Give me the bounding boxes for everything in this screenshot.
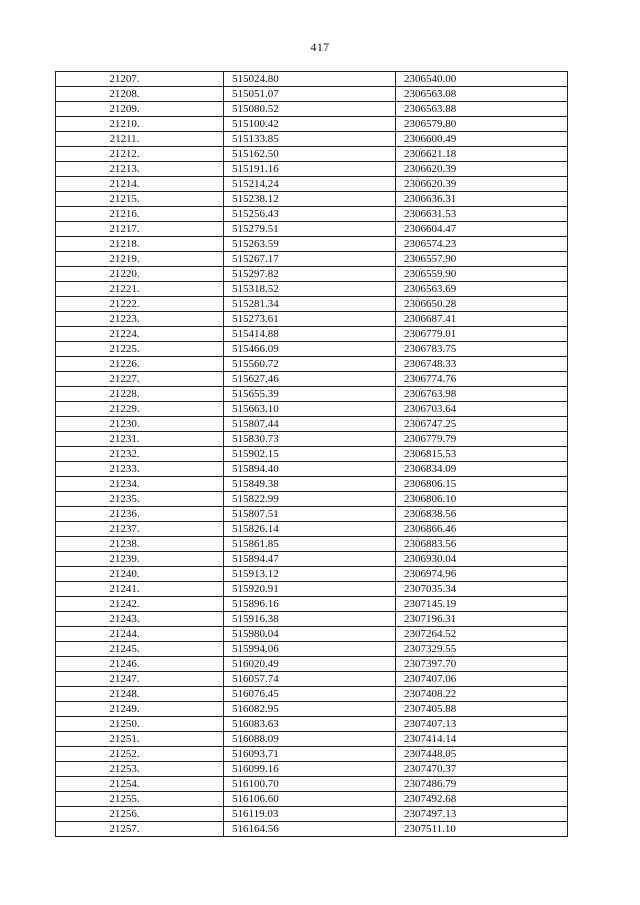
y-coordinate-cell: 2306815.53 <box>396 447 568 462</box>
point-number-cell: 21231. <box>56 432 224 447</box>
y-coordinate-cell: 2306703.64 <box>396 402 568 417</box>
point-number-cell: 21241. <box>56 582 224 597</box>
x-coordinate-cell: 515466.09 <box>224 342 396 357</box>
point-number-cell: 21251. <box>56 732 224 747</box>
x-coordinate-cell: 516119.03 <box>224 807 396 822</box>
x-coordinate-cell: 515807.51 <box>224 507 396 522</box>
point-number-cell: 21224. <box>56 327 224 342</box>
y-coordinate-cell: 2306834.09 <box>396 462 568 477</box>
y-coordinate-cell: 2306604.47 <box>396 222 568 237</box>
x-coordinate-cell: 515214.24 <box>224 177 396 192</box>
x-coordinate-cell: 515861.85 <box>224 537 396 552</box>
x-coordinate-cell: 515238.12 <box>224 192 396 207</box>
table-row <box>56 672 568 687</box>
x-coordinate-cell: 515162.50 <box>224 147 396 162</box>
table-row <box>56 162 568 177</box>
table-row <box>56 372 568 387</box>
x-coordinate-cell: 515994.06 <box>224 642 396 657</box>
coordinate-table-body <box>56 72 568 837</box>
x-coordinate-cell: 515263.59 <box>224 237 396 252</box>
x-coordinate-cell: 515256.43 <box>224 207 396 222</box>
x-coordinate-cell: 515894.47 <box>224 552 396 567</box>
point-number-cell: 21239. <box>56 552 224 567</box>
table-row <box>56 297 568 312</box>
table-row <box>56 117 568 132</box>
y-coordinate-cell: 2307407.06 <box>396 672 568 687</box>
x-coordinate-cell: 516020.49 <box>224 657 396 672</box>
x-coordinate-cell: 515318.52 <box>224 282 396 297</box>
point-number-cell: 21254. <box>56 777 224 792</box>
table-row <box>56 642 568 657</box>
point-number-cell: 21209. <box>56 102 224 117</box>
table-row <box>56 147 568 162</box>
y-coordinate-cell: 2306763.98 <box>396 387 568 402</box>
x-coordinate-cell: 515279.51 <box>224 222 396 237</box>
point-number-cell: 21214. <box>56 177 224 192</box>
point-number-cell: 21210. <box>56 117 224 132</box>
x-coordinate-cell: 515980.04 <box>224 627 396 642</box>
table-row <box>56 732 568 747</box>
point-number-cell: 21242. <box>56 597 224 612</box>
y-coordinate-cell: 2306574.23 <box>396 237 568 252</box>
point-number-cell: 21216. <box>56 207 224 222</box>
table-row <box>56 687 568 702</box>
point-number-cell: 21228. <box>56 387 224 402</box>
point-number-cell: 21218. <box>56 237 224 252</box>
point-number-cell: 21247. <box>56 672 224 687</box>
x-coordinate-cell: 515191.16 <box>224 162 396 177</box>
point-number-cell: 21257. <box>56 822 224 837</box>
y-coordinate-cell: 2307196.31 <box>396 612 568 627</box>
point-number-cell: 21246. <box>56 657 224 672</box>
y-coordinate-cell: 2306557.90 <box>396 252 568 267</box>
x-coordinate-cell: 515133.85 <box>224 132 396 147</box>
point-number-cell: 21240. <box>56 567 224 582</box>
table-row <box>56 177 568 192</box>
coordinate-table <box>55 71 568 837</box>
x-coordinate-cell: 515297.82 <box>224 267 396 282</box>
y-coordinate-cell: 2306883.56 <box>396 537 568 552</box>
table-row <box>56 417 568 432</box>
x-coordinate-cell: 515807.44 <box>224 417 396 432</box>
table-row <box>56 702 568 717</box>
y-coordinate-cell: 2307407.13 <box>396 717 568 732</box>
x-coordinate-cell: 515913.12 <box>224 567 396 582</box>
y-coordinate-cell: 2307397.70 <box>396 657 568 672</box>
y-coordinate-cell: 2306559.90 <box>396 267 568 282</box>
point-number-cell: 21211. <box>56 132 224 147</box>
point-number-cell: 21234. <box>56 477 224 492</box>
x-coordinate-cell: 515414.88 <box>224 327 396 342</box>
y-coordinate-cell: 2306930.04 <box>396 552 568 567</box>
table-row <box>56 537 568 552</box>
x-coordinate-cell: 516164.56 <box>224 822 396 837</box>
table-row <box>56 462 568 477</box>
x-coordinate-cell: 515663.10 <box>224 402 396 417</box>
point-number-cell: 21235. <box>56 492 224 507</box>
page-number: 417 <box>310 40 330 54</box>
x-coordinate-cell: 515822.99 <box>224 492 396 507</box>
x-coordinate-cell: 516100.70 <box>224 777 396 792</box>
y-coordinate-cell: 2307414.14 <box>396 732 568 747</box>
table-row <box>56 357 568 372</box>
point-number-cell: 21223. <box>56 312 224 327</box>
x-coordinate-cell: 515560.72 <box>224 357 396 372</box>
table-row <box>56 597 568 612</box>
point-number-cell: 21225. <box>56 342 224 357</box>
table-row <box>56 762 568 777</box>
table-row <box>56 492 568 507</box>
point-number-cell: 21219. <box>56 252 224 267</box>
y-coordinate-cell: 2306974.96 <box>396 567 568 582</box>
point-number-cell: 21217. <box>56 222 224 237</box>
x-coordinate-cell: 515896.16 <box>224 597 396 612</box>
table-row <box>56 582 568 597</box>
x-coordinate-cell: 516076.45 <box>224 687 396 702</box>
table-row <box>56 717 568 732</box>
y-coordinate-cell: 2307408.22 <box>396 687 568 702</box>
table-row <box>56 552 568 567</box>
point-number-cell: 21222. <box>56 297 224 312</box>
point-number-cell: 21230. <box>56 417 224 432</box>
point-number-cell: 21248. <box>56 687 224 702</box>
table-row <box>56 777 568 792</box>
y-coordinate-cell: 2306620.39 <box>396 162 568 177</box>
y-coordinate-cell: 2306579.80 <box>396 117 568 132</box>
point-number-cell: 21227. <box>56 372 224 387</box>
x-coordinate-cell: 515916.38 <box>224 612 396 627</box>
point-number-cell: 21232. <box>56 447 224 462</box>
x-coordinate-cell: 515902.15 <box>224 447 396 462</box>
y-coordinate-cell: 2307264.52 <box>396 627 568 642</box>
table-row <box>56 432 568 447</box>
table-row <box>56 207 568 222</box>
y-coordinate-cell: 2306621.18 <box>396 147 568 162</box>
x-coordinate-cell: 515627.46 <box>224 372 396 387</box>
point-number-cell: 21255. <box>56 792 224 807</box>
x-coordinate-cell: 516088.09 <box>224 732 396 747</box>
x-coordinate-cell: 515655.39 <box>224 387 396 402</box>
table-row <box>56 387 568 402</box>
y-coordinate-cell: 2307405.88 <box>396 702 568 717</box>
point-number-cell: 21253. <box>56 762 224 777</box>
y-coordinate-cell: 2307470.37 <box>396 762 568 777</box>
y-coordinate-cell: 2307511.10 <box>396 822 568 837</box>
y-coordinate-cell: 2307497.13 <box>396 807 568 822</box>
y-coordinate-cell: 2307486.79 <box>396 777 568 792</box>
point-number-cell: 21220. <box>56 267 224 282</box>
x-coordinate-cell: 515281.34 <box>224 297 396 312</box>
table-row <box>56 192 568 207</box>
table-row <box>56 747 568 762</box>
y-coordinate-cell: 2306600.49 <box>396 132 568 147</box>
point-number-cell: 21221. <box>56 282 224 297</box>
table-row <box>56 507 568 522</box>
x-coordinate-cell: 516106.60 <box>224 792 396 807</box>
y-coordinate-cell: 2306650.28 <box>396 297 568 312</box>
y-coordinate-cell: 2306563.08 <box>396 87 568 102</box>
table-row <box>56 342 568 357</box>
table-row <box>56 132 568 147</box>
y-coordinate-cell: 2306779.79 <box>396 432 568 447</box>
x-coordinate-cell: 516083.63 <box>224 717 396 732</box>
x-coordinate-cell: 515267.17 <box>224 252 396 267</box>
x-coordinate-cell: 515051.07 <box>224 87 396 102</box>
y-coordinate-cell: 2307448.05 <box>396 747 568 762</box>
table-row <box>56 222 568 237</box>
point-number-cell: 21215. <box>56 192 224 207</box>
y-coordinate-cell: 2306806.10 <box>396 492 568 507</box>
point-number-cell: 21233. <box>56 462 224 477</box>
y-coordinate-cell: 2306636.31 <box>396 192 568 207</box>
table-row <box>56 477 568 492</box>
point-number-cell: 21243. <box>56 612 224 627</box>
table-row <box>56 327 568 342</box>
x-coordinate-cell: 515830.73 <box>224 432 396 447</box>
table-row <box>56 102 568 117</box>
x-coordinate-cell: 515894.40 <box>224 462 396 477</box>
point-number-cell: 21236. <box>56 507 224 522</box>
table-row <box>56 312 568 327</box>
y-coordinate-cell: 2306563.69 <box>396 282 568 297</box>
table-row <box>56 822 568 837</box>
point-number-cell: 21238. <box>56 537 224 552</box>
y-coordinate-cell: 2307329.55 <box>396 642 568 657</box>
point-number-cell: 21207. <box>56 72 224 87</box>
point-number-cell: 21208. <box>56 87 224 102</box>
point-number-cell: 21226. <box>56 357 224 372</box>
x-coordinate-cell: 515024.80 <box>224 72 396 87</box>
table-row <box>56 627 568 642</box>
table-row <box>56 522 568 537</box>
table-row <box>56 252 568 267</box>
y-coordinate-cell: 2306779.01 <box>396 327 568 342</box>
point-number-cell: 21252. <box>56 747 224 762</box>
y-coordinate-cell: 2306620.39 <box>396 177 568 192</box>
y-coordinate-cell: 2306783.75 <box>396 342 568 357</box>
x-coordinate-cell: 516099.16 <box>224 762 396 777</box>
table-row <box>56 237 568 252</box>
table-row <box>56 792 568 807</box>
y-coordinate-cell: 2306806.15 <box>396 477 568 492</box>
y-coordinate-cell: 2306774.76 <box>396 372 568 387</box>
y-coordinate-cell: 2307035.34 <box>396 582 568 597</box>
point-number-cell: 21256. <box>56 807 224 822</box>
point-number-cell: 21244. <box>56 627 224 642</box>
x-coordinate-cell: 515849.38 <box>224 477 396 492</box>
x-coordinate-cell: 515100.42 <box>224 117 396 132</box>
point-number-cell: 21229. <box>56 402 224 417</box>
y-coordinate-cell: 2306563.88 <box>396 102 568 117</box>
table-row <box>56 87 568 102</box>
point-number-cell: 21250. <box>56 717 224 732</box>
point-number-cell: 21249. <box>56 702 224 717</box>
y-coordinate-cell: 2306631.53 <box>396 207 568 222</box>
table-row <box>56 282 568 297</box>
point-number-cell: 21212. <box>56 147 224 162</box>
x-coordinate-cell: 515920.91 <box>224 582 396 597</box>
y-coordinate-cell: 2306747.25 <box>396 417 568 432</box>
table-row <box>56 657 568 672</box>
x-coordinate-cell: 515273.61 <box>224 312 396 327</box>
table-row <box>56 567 568 582</box>
point-number-cell: 21245. <box>56 642 224 657</box>
x-coordinate-cell: 515080.52 <box>224 102 396 117</box>
table-row <box>56 402 568 417</box>
x-coordinate-cell: 516093.71 <box>224 747 396 762</box>
table-row <box>56 267 568 282</box>
y-coordinate-cell: 2306540.00 <box>396 72 568 87</box>
table-row <box>56 807 568 822</box>
x-coordinate-cell: 516057.74 <box>224 672 396 687</box>
point-number-cell: 21237. <box>56 522 224 537</box>
y-coordinate-cell: 2306748.33 <box>396 357 568 372</box>
x-coordinate-cell: 516082.95 <box>224 702 396 717</box>
y-coordinate-cell: 2306866.46 <box>396 522 568 537</box>
point-number-cell: 21213. <box>56 162 224 177</box>
table-row <box>56 447 568 462</box>
y-coordinate-cell: 2307492.68 <box>396 792 568 807</box>
table-row <box>56 612 568 627</box>
table-row <box>56 72 568 87</box>
y-coordinate-cell: 2306838.56 <box>396 507 568 522</box>
y-coordinate-cell: 2307145.19 <box>396 597 568 612</box>
y-coordinate-cell: 2306687.41 <box>396 312 568 327</box>
x-coordinate-cell: 515826.14 <box>224 522 396 537</box>
